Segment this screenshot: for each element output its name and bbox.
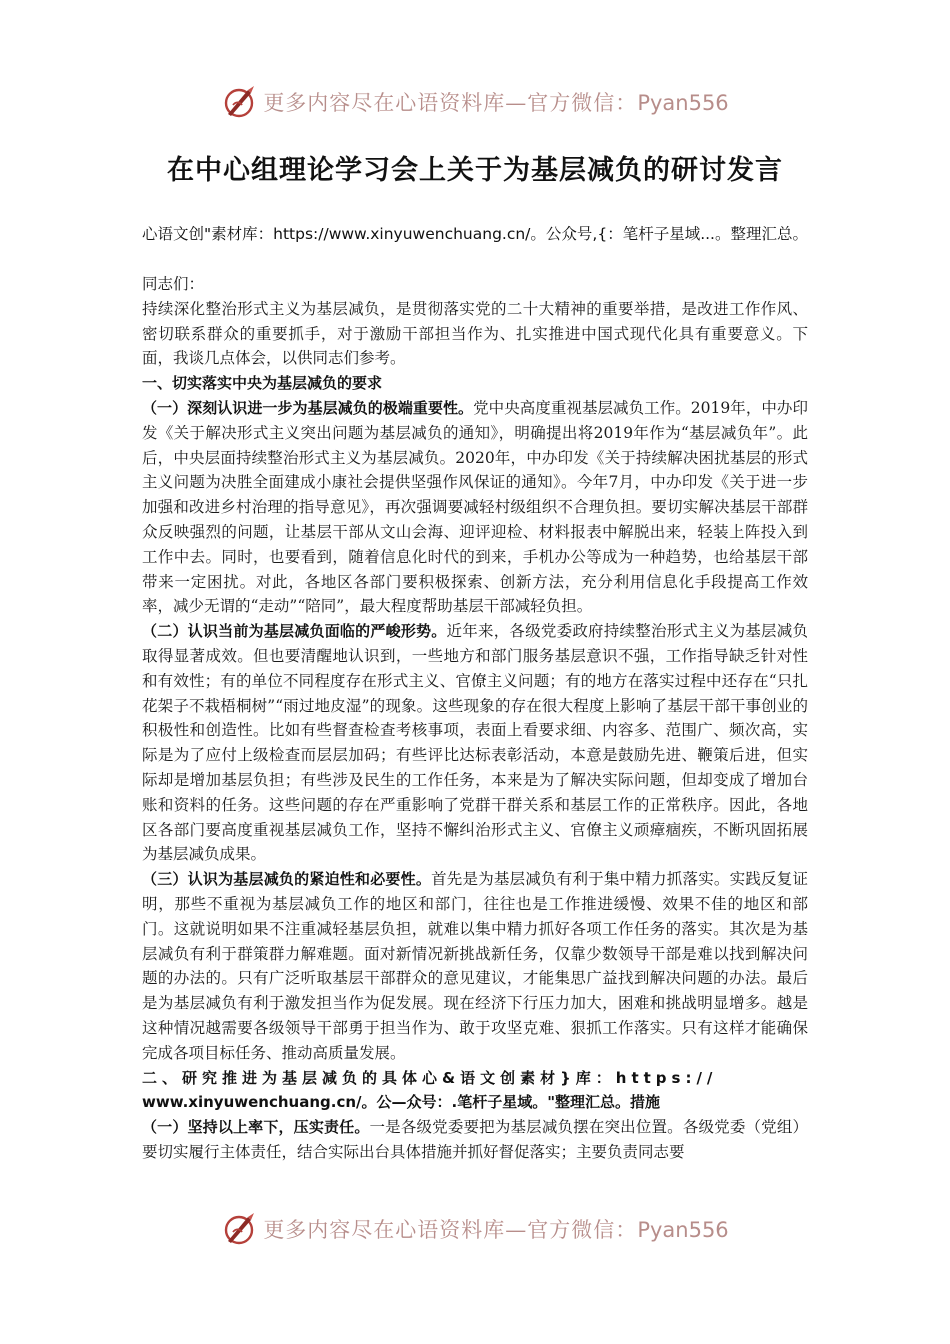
document-title: 在中心组理论学习会上关于为基层减负的研讨发言 xyxy=(167,155,783,186)
document-body xyxy=(142,272,808,1165)
paragraph-body: 一是各级党委要把为基层减负摆在突出位置。各级党委（党组）要切实履行主体责任，结合实际出台具体措施并抓好督促落实；主要负责同志要 xyxy=(142,1118,808,1161)
paragraph-body: 党中央高度重视基层减负工作。2019年，中办印发《关于解决形式主义突出问题为基层减负的通知》，明确提出将2019年作为“基层减负年”。此后，中央层面持续整治形式主义为基层减负。2020年，中办印发《关于持续解决困扰基层的形式主义问题为决胜全面建成小康社会提供坚强作风保证的通知》。今年7月，中办印发《关于进一步加强和改进乡村治理的指导意见》，再次强调要减轻村级组织不合理负担。要切实解决基层干部群众反映强烈的问题，让基层干部从文山会海、迎评迎检、材料报表中解脱出来，轻装上阵投入到工作中去。同时，也要看到，随着信息化时代的到来，手机办公等成为一种趋势，也给基层干部带来一定困扰。对此，各地区各部门要积极探索、创新方法，充分利用信息化手段提高工作效率，减少无谓的“走动”“陪同”，最大程度帮助基层干部减轻负担。 xyxy=(142,398,808,616)
source-line: 心语文创"素材库：https://www.xinyuwenchuang.cn/。公众号,{：笔杆子星域...。整理汇总。 xyxy=(142,225,808,243)
quill-pen-logo-icon xyxy=(221,1211,257,1247)
section-1-paragraph-1 xyxy=(142,396,808,619)
paragraph-lead: （三）认识为基层减负的紧迫性和必要性。 xyxy=(142,870,432,889)
paragraph-lead: （一）深刻认识进一步为基层减负的极端重要性。 xyxy=(142,398,474,417)
section-1-heading: 一、切实落实中央为基层减负的要求 xyxy=(142,374,383,393)
banner-text: 更多内容尽在心语资料库—官方微信：Pyan556 xyxy=(263,91,729,115)
paragraph-lead: （一）坚持以上率下，压实责任。 xyxy=(142,1118,370,1137)
section-1-paragraph-3 xyxy=(142,867,808,1065)
salutation: 同志们： xyxy=(142,275,205,293)
paragraph-lead: （二）认识当前为基层减负面临的严峻形势。 xyxy=(142,622,447,641)
intro-paragraph: 持续深化整治形式主义为基层减负，是贯彻落实党的二十大精神的重要举措，是改进工作作风、密切联系群众的重要抓手，对于激励干部担当作为、扎实推进中国式现代化具有重要意义。下面，我谈几点体会，以供同志们参考。 xyxy=(142,299,808,368)
header-banner xyxy=(0,82,950,122)
banner-text: 更多内容尽在心语资料库—官方微信：Pyan556 xyxy=(263,1218,729,1242)
section-2-paragraph-1 xyxy=(142,1115,808,1165)
section-2-heading-line-2: www.xinyuwenchuang.cn/。公—众号：.笔杆子星域。"整理汇总。措施 xyxy=(142,1093,661,1112)
paragraph-body: 近年来，各级党委政府持续整治形式主义为基层减负取得显著成效。但也要清醒地认识到，一些地方和部门服务基层意识不强，工作指导缺乏针对性和有效性；有的单位不同程度存在形式主义、官僚主义问题；有的地方在落实过程中还存在“只扎花架子不栽梧桐树”“雨过地皮湿”的现象。这些现象的存在很大程度上影响了基层干部干事创业的积极性和创造性。比如有些督查检查考核事项，表面上看要求细、内容多、范围广、频次高，实际是为了应付上级检查而层层加码；有些评比达标表彰活动，本意是鼓励先进、鞭策后进，但实际却是增加基层负担；有些涉及民生的工作任务，本来是为了解决实际问题，但却变成了增加台账和资料的任务。这些问题的存在严重影响了党群干群关系和基层工作的正常秩序。因此，各地区各部门要高度重视基层减负工作，坚持不懈纠治形式主义、官僚主义顽瘴痼疾，不断巩固拓展为基层减负成果。 xyxy=(142,622,808,864)
quill-pen-logo-icon xyxy=(221,84,257,120)
paragraph-body: 首先是为基层减负有利于集中精力抓落实。实践反复证明，那些不重视为基层减负工作的地区和部门，往往也是工作推进缓慢、效果不佳的地区和部门。这就说明如果不注重减轻基层负担，就难以集中精力抓好各项工作任务的落实。其次是为基层减负有利于群策群力解难题。面对新情况新挑战新任务，仅靠少数领导干部是难以找到解决问题的办法的。只有广泛听取基层干部群众的意见建议，才能集思广益找到解决问题的办法。最后是为基层减负有利于激发担当作为促发展。现在经济下行压力加大，困难和挑战明显增多。越是这种情况越需要各级领导干部勇于担当作为、敢于攻坚克难、狠抓工作落实。只有这样才能确保完成各项目标任务、推动高质量发展。 xyxy=(142,870,808,1062)
section-2-heading xyxy=(142,1066,808,1116)
footer-banner xyxy=(0,1209,950,1249)
section-1-paragraph-2 xyxy=(142,619,808,867)
section-2-heading-line-1: 二、研究推进为基层减负的具体心&语文创素材}库：https:// xyxy=(142,1068,718,1087)
